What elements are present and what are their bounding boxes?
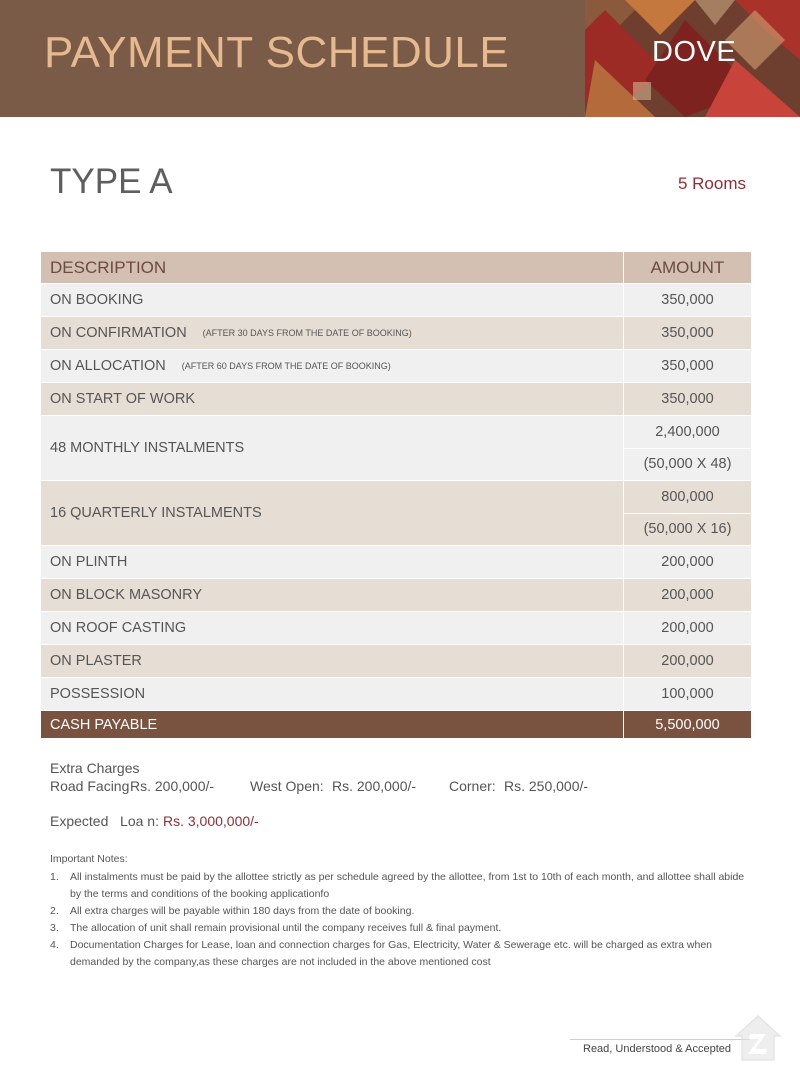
table-row [41,383,751,416]
west-open-value: Rs. 200,000/- [332,778,417,794]
extra-charges-title: Extra Charges [50,760,140,776]
total-amount: 5,500,000 [655,716,720,733]
row-amount: 100,000 [661,686,714,702]
road-facing-value: Rs. 200,000/- [130,778,215,794]
row-amount-breakdown: (50,000 X 48) [624,448,751,481]
header-banner [0,0,800,117]
note-item [50,937,755,971]
corner-value: Rs. 250,000/- [504,778,589,794]
signature-caption: Read, Understood & Accepted [583,1043,731,1055]
expected-loan [50,813,259,829]
row-amount: 350,000 [661,325,714,341]
page-title: PAYMENT SCHEDULE [44,28,510,77]
note-text: The allocation of unit shall remain provisional until the company receives full & final payment. [70,922,502,934]
rooms-count: 5 Rooms [677,174,746,193]
table-row [41,350,751,383]
project-name: DOVE [652,36,737,68]
note-text: Documentation Charges for Lease, loan and connection charges for Gas, Electricity, Water & Sewerage etc. will be charged as extra when demanded by the company,as these charges are not included in the above mentioned cost [70,939,712,968]
row-amount: 200,000 [661,587,714,603]
row-amount: 800,000 [661,488,714,505]
corner-label: Corner: [449,778,496,794]
unit-type-title: TYPE A [50,162,173,201]
row-note: (AFTER 60 DAYS FROM THE DATE OF BOOKING) [181,361,391,371]
signature-line [570,1039,750,1040]
table-row [41,317,751,350]
notes-title: Important Notes: [50,853,128,865]
table-row [41,579,751,612]
table-row [41,612,751,645]
row-amount: 200,000 [661,653,714,669]
row-amount: 350,000 [661,391,714,407]
note-item [50,869,755,903]
note-number: 2. [50,905,59,917]
table-row [41,416,751,481]
column-header-description: DESCRIPTION [50,257,167,277]
column-header-amount: AMOUNT [650,257,725,277]
note-item [50,903,755,920]
row-description: ON CONFIRMATION [50,325,187,341]
zameen-corner-logo-icon [732,1012,784,1064]
row-description: ON BOOKING [50,292,144,308]
row-description: ON PLASTER [50,653,142,669]
row-amount: 200,000 [661,554,714,570]
row-note: (AFTER 30 DAYS FROM THE DATE OF BOOKING) [202,328,412,338]
row-amount: 2,400,000 [655,423,720,440]
row-amount: 350,000 [661,358,714,374]
note-number: 3. [50,922,59,934]
table-row [41,284,751,317]
note-item [50,920,755,937]
row-description: ON PLINTH [50,554,128,570]
row-description: ON START OF WORK [50,391,196,407]
row-amount: 350,000 [661,292,714,308]
important-notes [50,851,755,971]
row-amount-breakdown: (50,000 X 16) [624,513,751,546]
row-description: ON ROOF CASTING [50,620,187,636]
row-description: ON ALLOCATION [50,358,166,374]
table-row [41,481,751,546]
row-description: 48 MONTHLY INSTALMENTS [50,440,245,456]
note-text: All extra charges will be payable within 180 days from the date of booking. [70,905,415,917]
loan-label: Expected Loa n: [50,813,159,829]
table-row [41,678,751,711]
row-description: ON BLOCK MASONRY [50,587,203,603]
table-row [41,645,751,678]
road-facing-label: Road Facing [50,778,130,794]
total-label: CASH PAYABLE [50,716,158,733]
total-row [41,711,751,738]
payment-schedule-table [41,252,751,738]
row-description: 16 QUARTERLY INSTALMENTS [50,505,262,521]
note-number: 1. [50,871,59,883]
table-row [41,546,751,579]
west-open-label: West Open: [250,778,324,794]
note-number: 4. [50,939,59,951]
row-amount: 200,000 [661,620,714,636]
loan-value: Rs. 3,000,000/- [162,813,259,829]
table-header-row [41,252,751,284]
row-description: POSSESSION [50,686,146,702]
note-text: All instalments must be paid by the allottee strictly as per schedule agreed by the allottee, from 1st to 10th of each month, and allottee shall abide by the terms and conditions of the booking applicationfo [70,871,745,900]
notes-list [50,869,755,971]
